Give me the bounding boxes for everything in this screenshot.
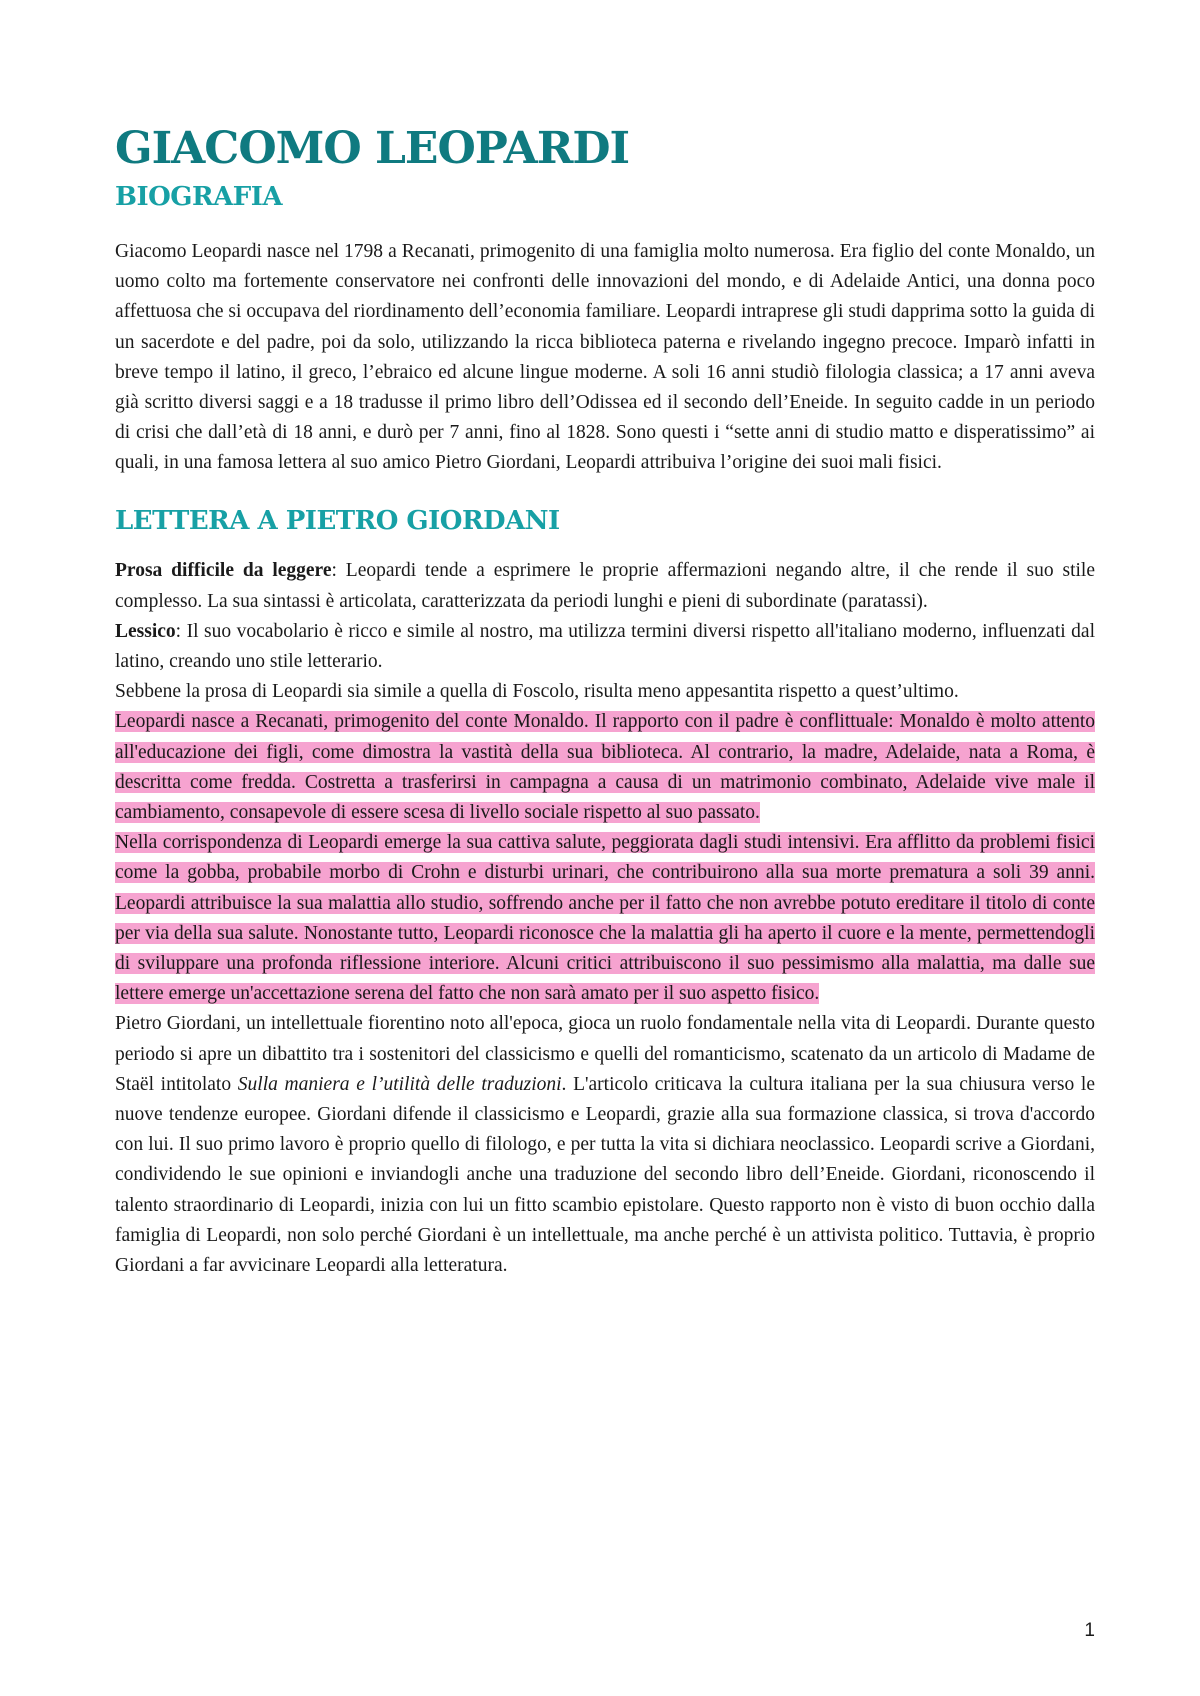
foscolo-paragraph: Sebbene la prosa di Leopardi sia simile a quella di Foscolo, risulta meno appesantita rispetto a quest’ultimo.	[115, 681, 959, 703]
article-title: Sulla maniera e l’utilità delle traduzioni	[237, 1073, 562, 1095]
biography-paragraph: Giacomo Leopardi nasce nel 1798 a Recanati, primogenito di una famiglia molto numerosa. Era figlio del conte Monaldo, un uomo colto ma fortemente conservatore nei confronti delle innovazioni del mondo, e di Adelaide Antici, una donna poco affettuosa che si occupava del riordinamento dell’economia familiare. Leopardi intraprese gli studi dapprima sotto la guida di un sacerdote e del padre, poi da solo, utilizzando la ricca biblioteca paterna e rivelando ingegno precoce. Imparò infatti in breve tempo il latino, il greco, l’ebraico ed alcune lingue moderne. A soli 16 anni studiò filologia classica; a 17 anni aveva già scritto diversi saggi e a 18 tradusse il primo libro dell’Odissea ed il secondo dell’Eneide. In seguito cadde in un periodo di crisi che dall’età di 18 anni, e durò per 7 anni, fino al 1828. Sono questi i “sette anni di studio matto e disperatissimo” ai quali, in una famosa lettera al suo amico Pietro Giordani, Leopardi attribuiva l’origine dei suoi mali fisici.	[115, 240, 1095, 474]
prosa-paragraph	[115, 556, 1095, 616]
giordani-paragraph	[115, 1009, 1095, 1281]
prosa-text: : Leopardi tende a esprimere le proprie affermazioni negando altre, il che rende il suo stile complesso. La sua sintassi è articolata, caratterizzata da periodi lunghi e pieni di subordinate (paratassi).	[115, 560, 1095, 612]
page-number: 1	[1084, 1620, 1095, 1641]
lessico-paragraph	[115, 617, 1095, 677]
highlighted-text-family: Leopardi nasce a Recanati, primogenito del conte Monaldo. Il rapporto con il padre è conflittuale: Monaldo è molto attento all'educazione dei figli, come dimostra la vastità della sua biblioteca. Al contrario, la madre, Adelaide, nata a Roma, è descritta come fredda. Costretta a trasferirsi in campagna a causa di un matrimonio combinato, Adelaide vive male il cambiamento, consapevole di essere scesa di livello sociale rispetto al suo passato.	[115, 711, 1095, 824]
highlighted-paragraph-health	[115, 828, 1095, 1009]
highlighted-paragraph-family	[115, 707, 1095, 828]
highlighted-text-health: Nella corrispondenza di Leopardi emerge la sua cattiva salute, peggiorata dagli studi intensivi. Era afflitto da problemi fisici come la gobba, probabile morbo di Crohn e disturbi urinari, che contribuirono alla sua morte prematura a soli 39 anni. Leopardi attribuisce la sua malattia allo studio, soffrendo anche per il fatto che non avrebbe potuto ereditare il titolo di conte per via della sua salute. Nonostante tutto, Leopardi riconosce che la malattia gli ha aperto il cuore e la mente, permettendogli di sviluppare una profonda riflessione interiore. Alcuni critici attribuiscono il suo pessimismo alla malattia, ma dalle sue lettere emerge un'accettazione serena del fatto che non sarà amato per il suo aspetto fisico.	[115, 832, 1095, 1005]
giordani-text-b: . L'articolo criticava la cultura italiana per la sua chiusura verso le nuove tendenze europee. Giordani difende il classicismo e Leopardi, grazie alla sua formazione classica, si trova d'accordo con lui. Il suo primo lavoro è proprio quello di filologo, e per tutta la vita si dichiara neoclassico. Leopardi scrive a Giordani, condividendo le sue opinioni e inviandogli anche una traduzione del secondo libro dell’Eneide. Giordani, riconoscendo il talento straordinario di Leopardi, inizia con lui un fitto scambio epistolare. Questo rapporto non è visto di buon occhio dalla famiglia di Leopardi, non solo perché Giordani è un intellettuale, ma anche perché è un attivista politico. Tuttavia, è proprio Giordani a far avvicinare Leopardi alla letteratura.	[115, 1073, 1095, 1277]
giordani-text-a: Pietro Giordani, un intellettuale fiorentino noto all'epoca, gioca un ruolo fondamentale nella vita di Leopardi. Durante questo periodo si apre un dibattito tra i sostenitori del classicismo e quelli del romanticismo, scatenato da un articolo di Madame de Staël intitolato	[115, 1013, 1095, 1095]
lessico-text: : Il suo vocabolario è ricco e simile al nostro, ma utilizza termini diversi rispetto all'italiano moderno, influenzati dal latino, creando uno stile letterario.	[115, 620, 1095, 673]
document-title: GIACOMO LEOPARDI	[115, 123, 630, 174]
document-page	[115, 120, 1095, 1281]
prosa-label: Prosa difficile da leggere	[115, 560, 332, 582]
section-heading-lettera: LETTERA A PIETRO GIORDANI	[115, 505, 560, 536]
lessico-label: Lessico	[115, 620, 176, 642]
section-heading-biografia: BIOGRAFIA	[115, 182, 283, 213]
